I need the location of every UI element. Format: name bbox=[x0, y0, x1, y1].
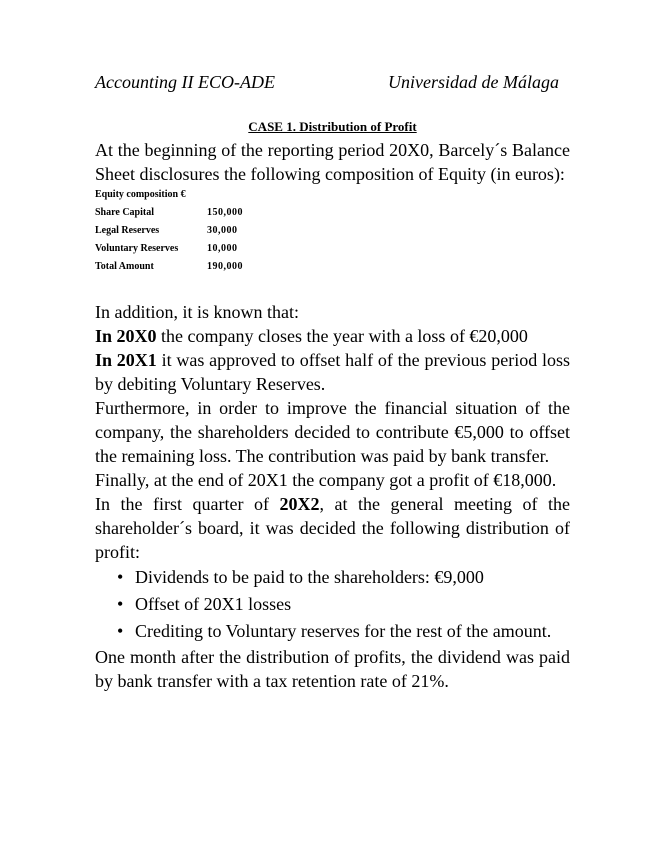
fact-20x2-pre: In the first quarter of bbox=[95, 494, 280, 514]
university-name: Universidad de Málaga bbox=[388, 72, 559, 92]
equity-value: 190,000 bbox=[207, 261, 243, 272]
fact-20x2-post: , at the general meeting of the shareholder´s board, it was decided the following distribution of profit: bbox=[95, 494, 570, 562]
fact-20x0 bbox=[95, 324, 570, 348]
distribution-text: Crediting to Voluntary reserves for the rest of the amount. bbox=[135, 621, 552, 641]
equity-heading: Equity composition € bbox=[95, 189, 186, 200]
table-row bbox=[95, 222, 243, 240]
document-page bbox=[95, 70, 570, 693]
fact-20x1-year: In 20X1 bbox=[95, 350, 157, 370]
closing-paragraph: One month after the distribution of profits, the dividend was paid by bank transfer with a tax retention rate of 21%. bbox=[95, 647, 570, 691]
case-title: CASE 1. Distribution of Profit bbox=[248, 119, 417, 134]
distribution-text: Dividends to be paid to the shareholders: €9,000 bbox=[135, 567, 484, 587]
bullet-icon: • bbox=[117, 621, 124, 641]
distribution-text: Offset of 20X1 losses bbox=[135, 594, 292, 614]
equity-label: Voluntary Reserves bbox=[95, 243, 179, 254]
equity-heading-row bbox=[95, 186, 243, 204]
equity-label: Share Capital bbox=[95, 207, 154, 218]
bullet-icon: • bbox=[117, 567, 124, 587]
table-row bbox=[95, 240, 243, 258]
distribution-list bbox=[95, 564, 570, 645]
list-item bbox=[95, 564, 570, 591]
facts-lead: In addition, it is known that: bbox=[95, 302, 299, 322]
fact-20x2 bbox=[95, 492, 570, 564]
fact-20x0-year: In 20X0 bbox=[95, 326, 157, 346]
equity-value: 150,000 bbox=[207, 207, 243, 218]
equity-label: Legal Reserves bbox=[95, 225, 160, 236]
list-item bbox=[95, 618, 570, 645]
course-name: Accounting II ECO-ADE bbox=[95, 72, 275, 92]
bullet-icon: • bbox=[117, 594, 124, 614]
fact-furthermore: Furthermore, in order to improve the financial situation of the company, the shareholders decided to contribute €5,000 to offset the remaining loss. The contribution was paid by bank transfer. bbox=[95, 398, 570, 466]
fact-finally: Finally, at the end of 20X1 the company got a profit of €18,000. bbox=[95, 470, 557, 490]
fact-20x2-year: 20X2 bbox=[279, 494, 320, 514]
equity-value: 10,000 bbox=[207, 243, 238, 254]
table-row bbox=[95, 258, 243, 276]
fact-20x0-text: the company closes the year with a loss of €20,000 bbox=[156, 326, 528, 346]
equity-value: 30,000 bbox=[207, 225, 238, 236]
intro-paragraph: At the beginning of the reporting period 20X0, Barcely´s Balance Sheet disclosures the following composition of Equity (in euros): bbox=[95, 140, 570, 184]
list-item bbox=[95, 591, 570, 618]
fact-20x1-text: it was approved to offset half of the previous period loss by debiting Voluntary Reserves. bbox=[95, 350, 571, 394]
equity-label: Total Amount bbox=[95, 261, 154, 272]
table-row bbox=[95, 204, 243, 222]
document-header bbox=[95, 70, 570, 118]
equity-table bbox=[95, 186, 243, 276]
fact-20x1 bbox=[95, 348, 570, 396]
